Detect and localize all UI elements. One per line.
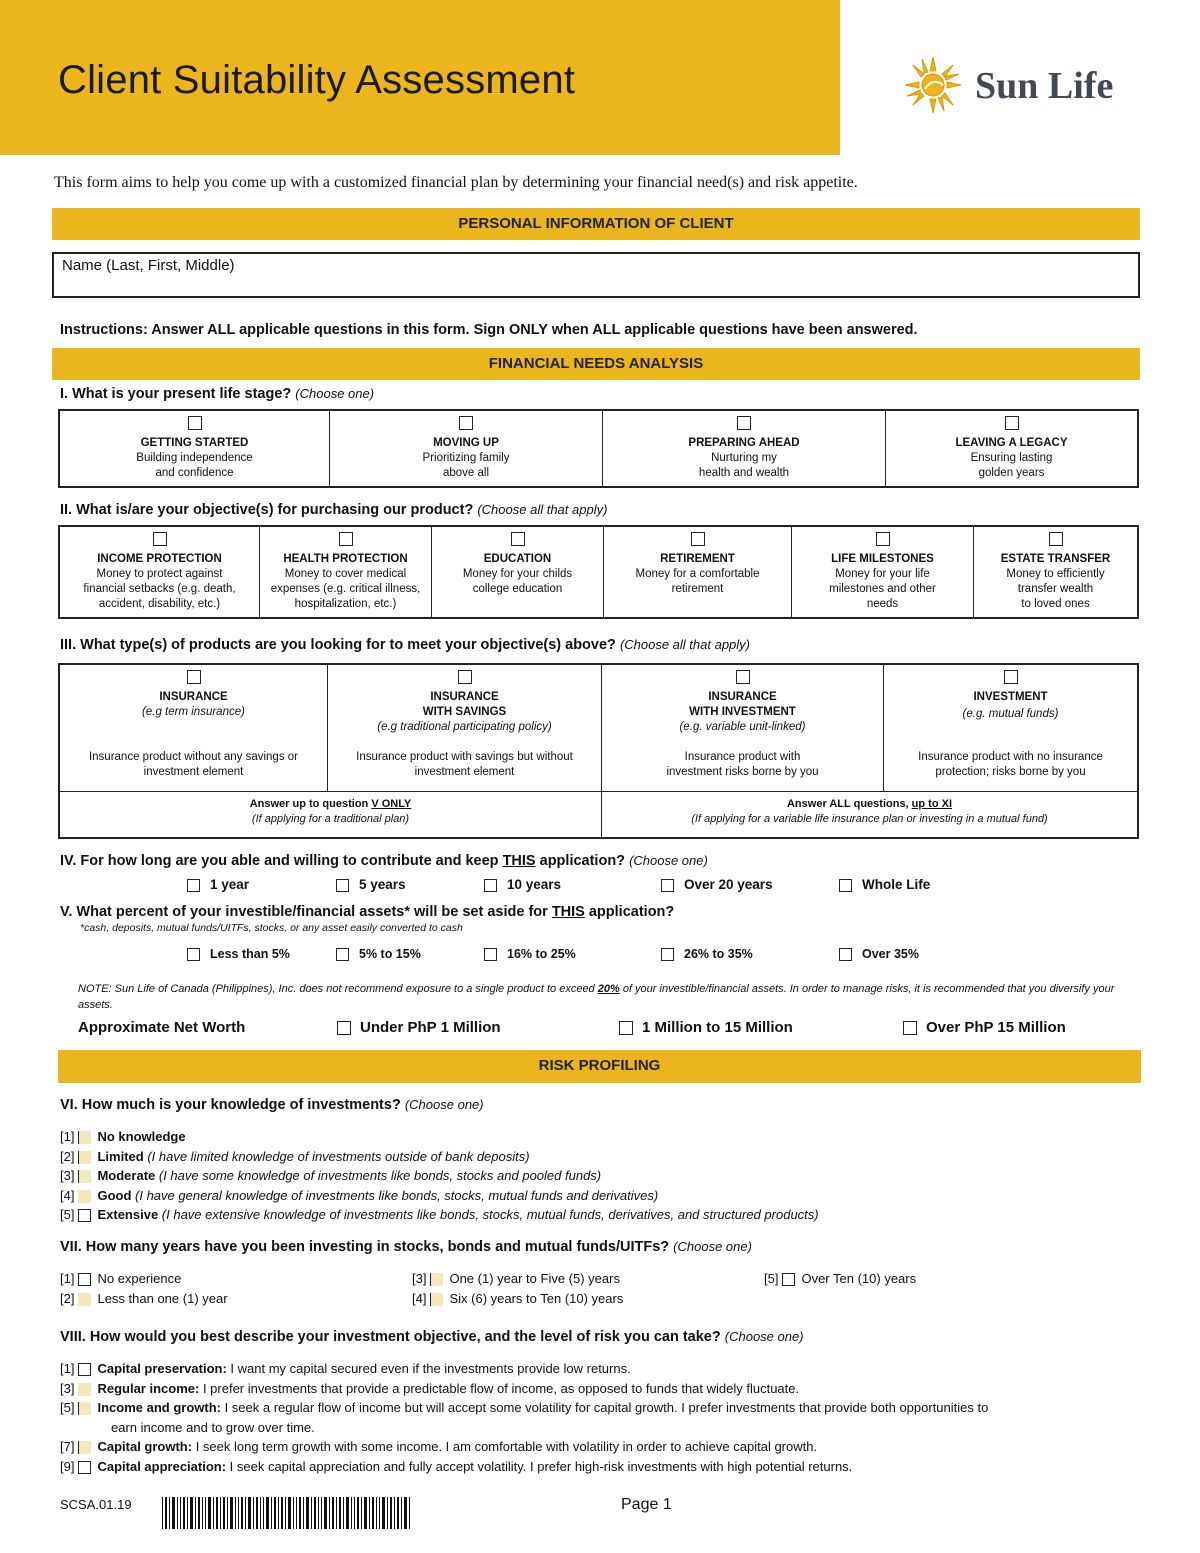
sun-logo-icon	[903, 55, 967, 115]
q7-question: VII. How many years have you been investing in stocks, bonds and mutual funds/UITFs? (Choose one)	[60, 1239, 752, 1255]
form-code: SCSA.01.19	[60, 1497, 132, 1512]
checkbox[interactable]	[336, 948, 349, 961]
checkbox[interactable]	[484, 879, 497, 892]
personal-info-band: PERSONAL INFORMATION OF CLIENT	[52, 208, 1140, 240]
q2-option[interactable]: HEALTH PROTECTION Money to cover medical expenses (e.g. critical illness, hospitalization, etc.)	[260, 527, 432, 617]
checkbox[interactable]	[78, 1461, 91, 1474]
q2-options	[58, 525, 1139, 619]
q5-option[interactable]: Over 35%	[839, 947, 919, 961]
q3-right-note: Answer ALL questions, up to XI (If applying for a variable life insurance plan or investing in a mutual fund)	[691, 798, 1048, 825]
networth-option[interactable]: Over PhP 15 Million	[903, 1019, 1066, 1036]
q6-option[interactable]: [1] No knowledge	[60, 1129, 186, 1144]
q6-question: VI. How much is your knowledge of investments? (Choose one)	[60, 1097, 484, 1113]
page-title: Client Suitability Assessment	[58, 58, 576, 102]
q4-option[interactable]: 5 years	[336, 877, 406, 892]
checkbox[interactable]	[691, 532, 705, 546]
q4-option[interactable]: Over 20 years	[661, 877, 773, 892]
checkbox[interactable]	[188, 416, 202, 430]
risk-band: RISK PROFILING	[58, 1050, 1141, 1083]
q8-option-continued: earn income and to grow over time.	[111, 1419, 315, 1435]
checkbox[interactable]	[903, 1021, 917, 1035]
q3-option[interactable]: INSURANCE WITH INVESTMENT (e.g. variable unit-linked) Insurance product with investment risks borne by you	[602, 665, 884, 791]
checkbox[interactable]	[484, 948, 497, 961]
q7-option[interactable]: [2] Less than one (1) year	[60, 1291, 228, 1306]
q2-option[interactable]: LIFE MILESTONES Money for your life milestones and other needs	[792, 527, 974, 617]
checkbox[interactable]	[430, 1293, 443, 1306]
checkbox[interactable]	[736, 670, 750, 684]
q2-option[interactable]: INCOME PROTECTION Money to protect against financial setbacks (e.g. death, accident, disability, etc.)	[60, 527, 260, 617]
q5-question: V. What percent of your investible/financial assets* will be set aside for THIS application?	[60, 904, 675, 920]
q3-left-note: Answer up to question V ONLY (If applying for a traditional plan)	[60, 792, 602, 837]
checkbox[interactable]	[1005, 416, 1019, 430]
checkbox[interactable]	[78, 1293, 91, 1306]
checkbox[interactable]	[78, 1209, 91, 1222]
checkbox[interactable]	[78, 1273, 91, 1286]
q1-option[interactable]: PREPARING AHEAD Nurturing my health and wealth	[603, 411, 886, 486]
q8-option[interactable]: [5] Income and growth: I seek a regular flow of income but will accept some volatility for capital growth. I prefer investments that provide both opportunities to	[60, 1400, 989, 1415]
checkbox[interactable]	[737, 416, 751, 430]
networth-option[interactable]: Under PhP 1 Million	[337, 1019, 501, 1036]
q5-option[interactable]: 26% to 35%	[661, 947, 753, 961]
checkbox[interactable]	[78, 1363, 91, 1376]
fna-band: FINANCIAL NEEDS ANALYSIS	[52, 348, 1140, 380]
checkbox[interactable]	[187, 670, 201, 684]
q8-option[interactable]: [9] Capital appreciation: I seek capital appreciation and fully accept volatility. I prefer high-risk investments with high potential returns.	[60, 1458, 853, 1474]
q5-footnote: *cash, deposits, mutual funds/UITFs, stocks, or any asset easily converted to cash	[80, 922, 463, 934]
q3-question: III. What type(s) of products are you looking for to meet your objective(s) above? (Choose all that apply)	[60, 637, 751, 653]
q2-question: II. What is/are your objective(s) for purchasing our product? (Choose all that apply)	[60, 502, 608, 518]
checkbox[interactable]	[339, 532, 353, 546]
q6-option[interactable]: [2] Limited (I have limited knowledge of investments outside of bank deposits)	[60, 1148, 530, 1164]
intro-text: This form aims to help you come up with a customized financial plan by determining your financial need(s) and risk appetite.	[54, 174, 858, 191]
q1-question: I. What is your present life stage? (Choose one)	[60, 386, 375, 402]
checkbox[interactable]	[511, 532, 525, 546]
q8-option[interactable]: [3] Regular income: I prefer investments that provide a predictable flow of income, as opposed to funds that widely fluctuate.	[60, 1380, 800, 1396]
checkbox[interactable]	[430, 1273, 443, 1286]
brand-logo: Sun Life	[975, 65, 1114, 107]
q8-options	[60, 1359, 988, 1476]
q8-option[interactable]: [1] Capital preservation: I want my capital secured even if the investments provide low returns.	[60, 1361, 631, 1376]
checkbox[interactable]	[187, 948, 200, 961]
q1-option[interactable]: GETTING STARTED Building independence and confidence	[60, 411, 330, 486]
networth-label: Approximate Net Worth	[78, 1019, 246, 1036]
checkbox[interactable]	[619, 1021, 633, 1035]
q6-option[interactable]: [3] Moderate (I have some knowledge of investments like bonds, stocks and pooled funds)	[60, 1168, 602, 1183]
q7-option[interactable]: [4] Six (6) years to Ten (10) years	[412, 1291, 624, 1306]
checkbox[interactable]	[153, 532, 167, 546]
checkbox[interactable]	[839, 948, 852, 961]
q2-option[interactable]: ESTATE TRANSFER Money to efficiently transfer wealth to loved ones	[974, 527, 1137, 617]
q8-option[interactable]: [7] Capital growth: I seek long term growth with some income. I am comfortable with volatility in order to achieve capital growth.	[60, 1439, 818, 1454]
q3-options	[58, 663, 1139, 839]
q7-option[interactable]: [1] No experience	[60, 1271, 182, 1286]
checkbox[interactable]	[1049, 532, 1063, 546]
page-number: Page 1	[621, 1496, 672, 1513]
q4-option[interactable]: Whole Life	[839, 877, 930, 892]
q3-option[interactable]: INVESTMENT (e.g. mutual funds) Insurance product with no insurance protection; risks borne by you	[884, 665, 1137, 791]
checkbox[interactable]	[459, 416, 473, 430]
checkbox[interactable]	[187, 879, 200, 892]
checkbox[interactable]	[78, 1170, 91, 1183]
q3-option[interactable]: INSURANCE WITH SAVINGS (e.g traditional participating policy) Insurance product with savings but without investment element	[328, 665, 602, 791]
checkbox[interactable]	[337, 1021, 351, 1035]
name-field-label: Name (Last, First, Middle)	[62, 257, 235, 274]
q6-option[interactable]: [5] Extensive (I have extensive knowledge of investments like bonds, stocks, mutual funds, derivatives, and structured products)	[60, 1207, 819, 1222]
q5-option[interactable]: Less than 5%	[187, 947, 290, 961]
name-field[interactable]	[52, 252, 1140, 298]
q4-question: IV. For how long are you able and willing to contribute and keep THIS application? (Choose one)	[60, 853, 708, 869]
checkbox[interactable]	[661, 879, 674, 892]
q8-question: VIII. How would you best describe your investment objective, and the level of risk you can take? (Choose one)	[60, 1329, 804, 1345]
barcode-icon	[162, 1497, 412, 1529]
checkbox[interactable]	[78, 1402, 91, 1415]
q5-option[interactable]: 5% to 15%	[336, 947, 421, 961]
q3-option[interactable]: INSURANCE (e.g term insurance) Insurance product without any savings or investment element	[60, 665, 328, 791]
networth-option[interactable]: 1 Million to 15 Million	[619, 1019, 793, 1036]
q2-option[interactable]: EDUCATION Money for your childs college education	[432, 527, 604, 617]
checkbox[interactable]	[661, 948, 674, 961]
q2-option[interactable]: RETIREMENT Money for a comfortable retirement	[604, 527, 792, 617]
instructions: Instructions: Answer ALL applicable questions in this form. Sign ONLY when ALL applicable questions have been answered.	[60, 322, 918, 338]
checkbox[interactable]	[782, 1273, 795, 1286]
q1-option[interactable]: MOVING UP Prioritizing family above all	[330, 411, 603, 486]
risk-note: NOTE: Sun Life of Canada (Philippines), Inc. does not recommend exposure to a single product to exceed 20% of your investible/financial assets. In order to manage risks, it is recommended that you diversify your assets.	[78, 983, 1115, 1011]
q6-option[interactable]: [4] Good (I have general knowledge of investments like bonds, stocks, mutual funds and derivatives)	[60, 1187, 659, 1203]
q5-option[interactable]: 16% to 25%	[484, 947, 576, 961]
checkbox[interactable]	[876, 532, 890, 546]
q1-option[interactable]: LEAVING A LEGACY Ensuring lasting golden years	[886, 411, 1137, 486]
q6-options	[60, 1127, 819, 1225]
q4-option[interactable]: 10 years	[484, 877, 561, 892]
q7-option[interactable]: [5] Over Ten (10) years	[764, 1271, 917, 1286]
checkbox[interactable]	[1004, 670, 1018, 684]
checkbox[interactable]	[78, 1383, 91, 1396]
checkbox[interactable]	[839, 879, 852, 892]
q1-options	[58, 409, 1139, 488]
checkbox[interactable]	[336, 879, 349, 892]
checkbox[interactable]	[78, 1131, 91, 1144]
q7-option[interactable]: [3] One (1) year to Five (5) years	[412, 1271, 620, 1286]
checkbox[interactable]	[78, 1151, 91, 1164]
checkbox[interactable]	[78, 1441, 91, 1454]
q4-option[interactable]: 1 year	[187, 877, 249, 892]
checkbox[interactable]	[458, 670, 472, 684]
checkbox[interactable]	[78, 1190, 91, 1203]
